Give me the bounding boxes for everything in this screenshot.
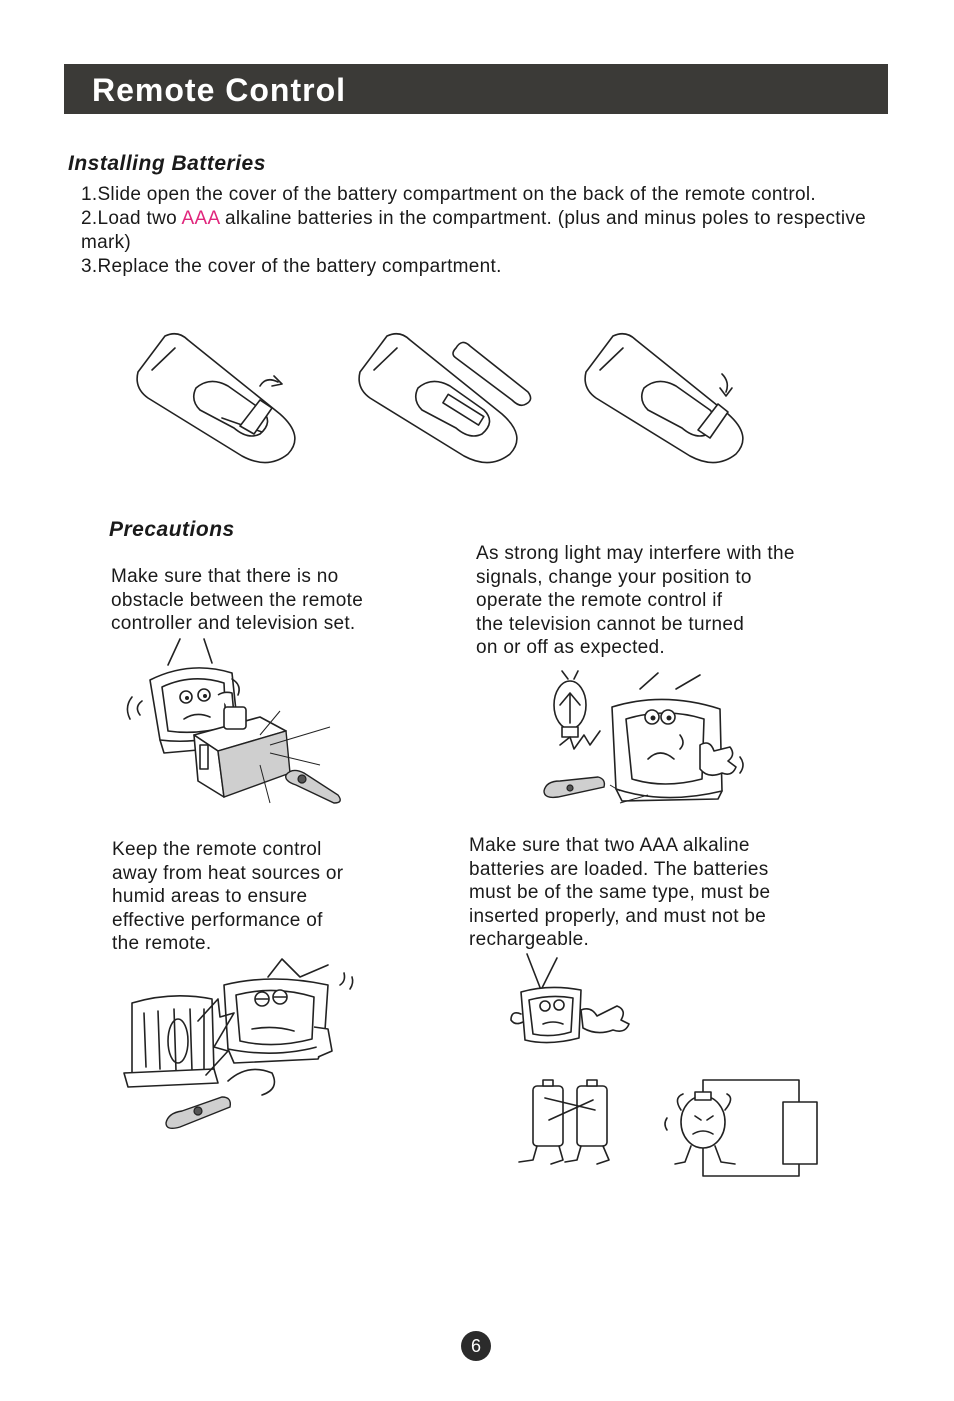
tv-battery-illustration	[505, 950, 825, 1180]
installing-batteries-heading: Installing Batteries	[68, 152, 266, 175]
obstacle-text: Make sure that there is no obstacle between the remote controller and television set.	[111, 566, 364, 634]
precautions-heading: Precautions	[109, 518, 235, 541]
tv-toaster-obstacle-illustration	[120, 635, 360, 805]
page-title: Remote Control	[92, 72, 346, 108]
remote-open-cover-illustration	[130, 330, 310, 470]
title-bar	[64, 64, 888, 114]
step-3: 3.Replace the cover of the battery compartment.	[81, 256, 502, 277]
tv-lightbulb-illustration	[540, 665, 750, 815]
remote-close-cover-illustration	[578, 330, 758, 470]
tv-heater-illustration	[118, 955, 358, 1135]
battery-type-text: Make sure that two AAA alkaline batteries are loaded. The batteries must be of the same type, must be inserted properly, and must not be rechargeable.	[469, 835, 771, 950]
strong-light-text: As strong light may interfere with the signals, change your position to operate the remote control if the television cannot be turned on or off as expected.	[476, 543, 795, 658]
installation-steps	[81, 183, 911, 279]
page-number-badge: 6	[461, 1331, 491, 1361]
heat-sources-text: Keep the remote control away from heat sources or humid areas to ensure effective performance of the remote.	[112, 839, 344, 954]
step-2: 2.Load two AAA alkaline batteries in the compartment. (plus and minus poles to respective mark)	[81, 208, 867, 253]
remote-insert-battery-illustration	[352, 330, 532, 470]
step-1: 1.Slide open the cover of the battery compartment on the back of the remote control.	[81, 184, 816, 205]
aaa-highlight: AAA	[181, 208, 220, 229]
